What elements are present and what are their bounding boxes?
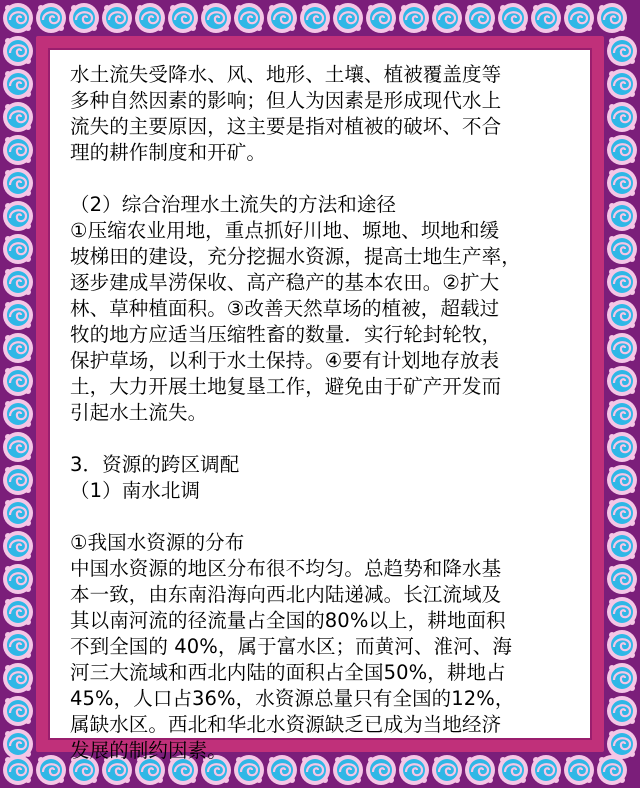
swirl-ornament-icon bbox=[168, 3, 198, 33]
swirl-ornament-icon bbox=[201, 3, 231, 33]
text-line: 本一致，由东南沿海向西北内陆递减。长江流域及 bbox=[70, 583, 502, 606]
swirl-ornament-icon bbox=[3, 755, 33, 785]
swirl-ornament-icon bbox=[607, 399, 637, 429]
swirl-ornament-icon bbox=[3, 366, 33, 396]
swirl-ornament-icon bbox=[3, 564, 33, 594]
paragraph-2 bbox=[70, 192, 570, 426]
text-line: 保护草场，以利于水土保持。④要有计划地存放表 bbox=[70, 349, 500, 372]
swirl-ornament-icon bbox=[3, 597, 33, 627]
text-line: 逐步建成旱涝保收、高产稳产的基本农田。②扩大 bbox=[70, 271, 500, 294]
swirl-ornament-icon bbox=[607, 465, 637, 495]
text-line: 流失的主要原因，这主要是指对植被的破坏、不合 bbox=[70, 115, 502, 138]
swirl-ornament-icon bbox=[3, 465, 33, 495]
swirl-ornament-icon bbox=[607, 729, 637, 759]
text-line: 牧的地方应适当压缩牲畜的数量．实行轮封轮牧， bbox=[70, 323, 502, 346]
paragraph-4 bbox=[70, 530, 570, 764]
swirl-ornament-icon bbox=[607, 267, 637, 297]
swirl-ornament-icon bbox=[607, 498, 637, 528]
swirl-ornament-icon bbox=[607, 69, 637, 99]
swirl-ornament-icon bbox=[399, 3, 429, 33]
swirl-ornament-icon bbox=[3, 69, 33, 99]
swirl-ornament-icon bbox=[607, 333, 637, 363]
swirl-ornament-icon bbox=[607, 531, 637, 561]
text-line: 林、草种植面积。③改善天然草场的植被，超载过 bbox=[70, 297, 500, 320]
swirl-ornament-icon bbox=[135, 3, 165, 33]
swirl-ornament-icon bbox=[300, 3, 330, 33]
section-heading: （1）南水北调 bbox=[70, 479, 201, 502]
swirl-ornament-icon bbox=[498, 3, 528, 33]
text-line: 其以南河流的径流量占全国的80%以上，耕地面积 bbox=[70, 609, 506, 632]
swirl-ornament-icon bbox=[3, 3, 33, 33]
swirl-ornament-icon bbox=[607, 663, 637, 693]
section-heading: （2）综合治理水土流失的方法和途径 bbox=[70, 193, 397, 216]
swirl-ornament-icon bbox=[607, 597, 637, 627]
swirl-ornament-icon bbox=[564, 3, 594, 33]
swirl-ornament-icon bbox=[36, 755, 66, 785]
swirl-ornament-icon bbox=[102, 3, 132, 33]
text-line: 引起水土流失。 bbox=[70, 401, 208, 424]
swirl-ornament-icon bbox=[607, 564, 637, 594]
swirl-ornament-icon bbox=[3, 531, 33, 561]
swirl-ornament-icon bbox=[607, 201, 637, 231]
text-line: 河三大流域和西北内陆的面积占全国50%，耕地占 bbox=[70, 661, 506, 684]
swirl-ornament-icon bbox=[597, 3, 627, 33]
swirl-ornament-icon bbox=[3, 630, 33, 660]
swirl-ornament-icon bbox=[3, 696, 33, 726]
swirl-ornament-icon bbox=[607, 300, 637, 330]
swirl-ornament-icon bbox=[607, 366, 637, 396]
swirl-ornament-icon bbox=[3, 36, 33, 66]
swirl-ornament-icon bbox=[3, 432, 33, 462]
swirl-ornament-icon bbox=[3, 663, 33, 693]
swirl-ornament-icon bbox=[465, 3, 495, 33]
text-line: 坡梯田的建设，充分挖掘水资源，提高士地生产率， bbox=[70, 245, 521, 268]
swirl-ornament-icon bbox=[3, 102, 33, 132]
swirl-ornament-icon bbox=[3, 234, 33, 264]
swirl-ornament-icon bbox=[432, 3, 462, 33]
swirl-ornament-icon bbox=[607, 234, 637, 264]
swirl-ornament-icon bbox=[3, 399, 33, 429]
swirl-ornament-icon bbox=[234, 3, 264, 33]
text-line: 中国水资源的地区分布很不均匀。总趋势和降水基 bbox=[70, 557, 502, 580]
swirl-ornament-icon bbox=[3, 168, 33, 198]
paragraph-3 bbox=[70, 452, 570, 504]
swirl-ornament-icon bbox=[3, 135, 33, 165]
swirl-ornament-icon bbox=[333, 3, 363, 33]
swirl-ornament-icon bbox=[69, 3, 99, 33]
text-line: 理的耕作制度和开矿。 bbox=[70, 141, 267, 164]
article-text bbox=[70, 62, 570, 764]
swirl-ornament-icon bbox=[607, 630, 637, 660]
swirl-ornament-icon bbox=[607, 36, 637, 66]
text-line: 多种自然因素的影响；但人为因素是形成现代水上 bbox=[70, 89, 502, 112]
text-line: 不到全国的 40%，属于富水区；而黄河、淮河、海 bbox=[70, 635, 512, 658]
swirl-ornament-icon bbox=[3, 201, 33, 231]
swirl-ornament-icon bbox=[3, 498, 33, 528]
swirl-ornament-icon bbox=[607, 696, 637, 726]
swirl-ornament-icon bbox=[3, 267, 33, 297]
swirl-ornament-icon bbox=[36, 3, 66, 33]
text-line: 土，大力开展土地复垦工作，避免由于矿产开发而 bbox=[70, 375, 502, 398]
text-line: 发展的制约因素。 bbox=[70, 739, 227, 762]
swirl-ornament-icon bbox=[607, 432, 637, 462]
text-line: 45%，人口占36%，水资源总量只有全国的12%， bbox=[70, 687, 515, 710]
text-line: 属缺水区。西北和华北水资源缺乏已成为当地经济 bbox=[70, 713, 502, 736]
swirl-ornament-icon bbox=[531, 3, 561, 33]
swirl-ornament-icon bbox=[3, 729, 33, 759]
swirl-ornament-icon bbox=[267, 3, 297, 33]
paragraph-1 bbox=[70, 62, 570, 166]
swirl-ornament-icon bbox=[3, 333, 33, 363]
swirl-ornament-icon bbox=[3, 300, 33, 330]
swirl-ornament-icon bbox=[597, 755, 627, 785]
swirl-ornament-icon bbox=[607, 102, 637, 132]
swirl-ornament-icon bbox=[607, 168, 637, 198]
text-line: ①压缩农业用地，重点抓好川地、塬地、坝地和缓 bbox=[70, 219, 500, 242]
section-heading: 3．资源的跨区调配 bbox=[70, 453, 240, 476]
swirl-ornament-icon bbox=[607, 135, 637, 165]
section-heading: ①我国水资源的分布 bbox=[70, 531, 245, 554]
text-line: 水土流失受降水、风、地形、土壤、植被覆盖度等 bbox=[70, 63, 502, 86]
swirl-ornament-icon bbox=[366, 3, 396, 33]
